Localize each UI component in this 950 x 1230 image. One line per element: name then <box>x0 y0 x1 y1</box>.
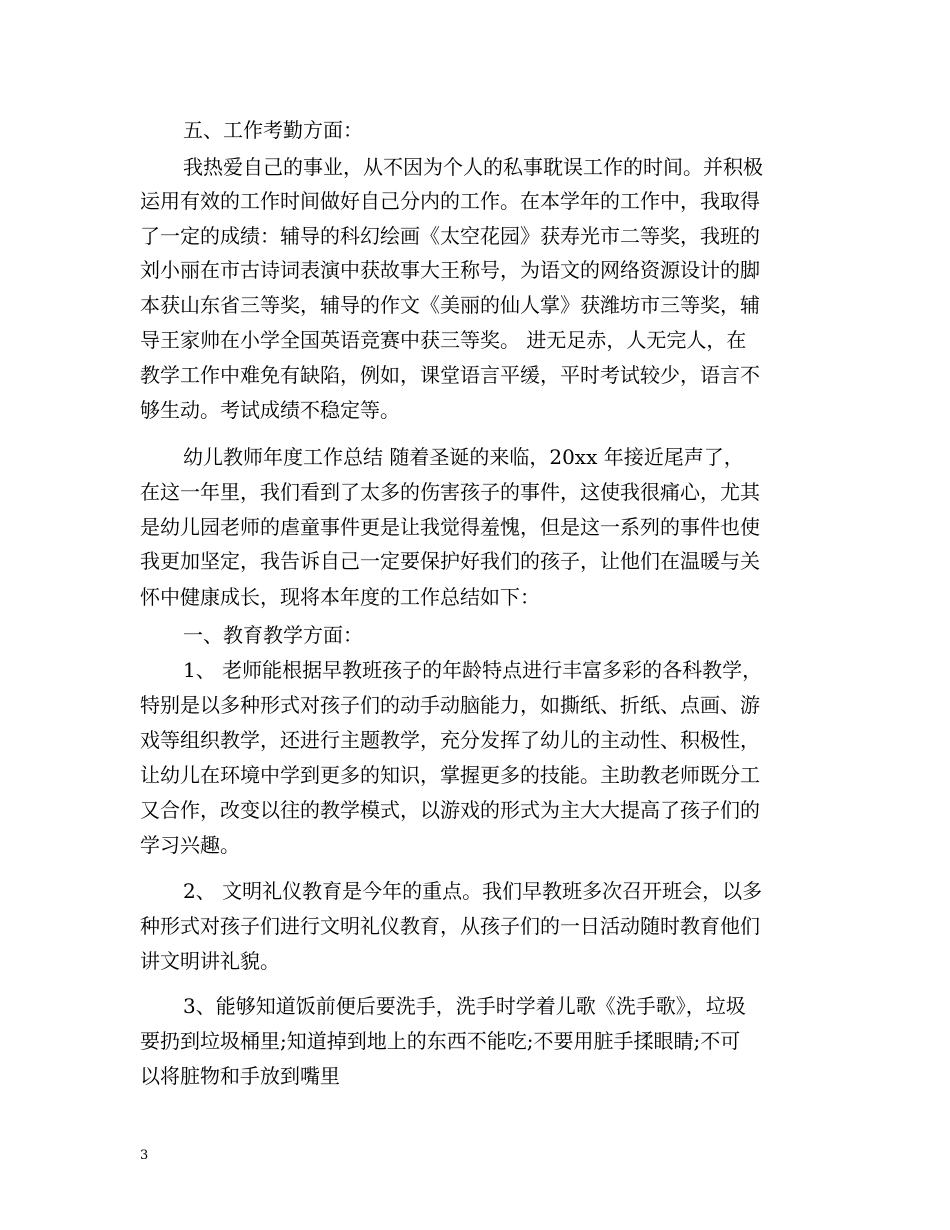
text-line: 学习兴趣。 <box>140 833 240 857</box>
text-line: 在这一年里，我们看到了太多的伤害孩子的事件，这使我很痛心，尤其 <box>140 480 760 504</box>
text-line: 够生动。考试成绩不稳定等。 <box>140 398 400 422</box>
text-line: 运用有效的工作时间做好自己分内的工作。在本学年的工作中，我取得 <box>140 189 760 213</box>
text-line: 特别是以多种形式对孩子们的动手动脑能力，如撕纸、折纸、点画、游 <box>140 693 760 717</box>
text-line: 我热爱自己的事业，从不因为个人的私事耽误工作的时间。并积极 <box>183 155 763 179</box>
text-line: 导王家帅在小学全国英语竞赛中获三等奖。 进无足赤，人无完人，在 <box>140 328 747 352</box>
text-line: 我更加坚定，我告诉自己一定要保护好我们的孩子，让他们在温暖与关 <box>140 549 760 573</box>
text-line: 种形式对孩子们进行文明礼仪教育，从孩子们的一日活动随时教育他们 <box>140 914 760 938</box>
text-line: 又合作，改变以往的教学模式，以游戏的形式为主大大提高了孩子们的 <box>140 798 760 822</box>
text-line: 要扔到垃圾桶里;知道掉到地上的东西不能吃;不要用脏手揉眼睛;不可 <box>140 1029 741 1053</box>
text-line: 怀中健康成长，现将本年度的工作总结如下： <box>140 585 540 609</box>
summary-title-line: 幼儿教师年度工作总结 随着圣诞的来临，20xx 年接近尾声了， <box>183 445 744 469</box>
text-line: 了一定的成绩：辅导的科幻绘画《太空花园》获寿光市二等奖，我班的 <box>140 224 760 248</box>
list-item-2-line: 2、 文明礼仪教育是今年的重点。我们早教班多次召开班会，以多 <box>183 879 763 903</box>
text-line: 讲文明讲礼貌。 <box>140 949 280 973</box>
text-line: 刘小丽在市古诗词表演中获故事大王称号，为语文的网络资源设计的脚 <box>140 258 760 282</box>
section-heading-teaching: 一、教育教学方面： <box>183 623 363 647</box>
section-heading-attendance: 五、工作考勤方面： <box>183 118 363 142</box>
list-item-3-line: 3、能够知道饭前便后要洗手，洗手时学着儿歌《洗手歌》，垃圾 <box>183 994 746 1018</box>
list-item-1-line: 1、 老师能根据早教班孩子的年龄特点进行丰富多彩的各科教学， <box>183 658 763 682</box>
text-line: 以将脏物和手放到嘴里 <box>140 1064 340 1088</box>
text-line: 本获山东省三等奖，辅导的作文《美丽的仙人掌》获潍坊市三等奖，辅 <box>140 293 760 317</box>
text-line: 让幼儿在环境中学到更多的知识，掌握更多的技能。主助教老师既分工 <box>140 763 760 787</box>
page-number: 3 <box>140 1148 149 1163</box>
text-line: 教学工作中难免有缺陷，例如，课堂语言平缓，平时考试较少，语言不 <box>140 363 760 387</box>
text-line: 是幼儿园老师的虐童事件更是让我觉得羞愧，但是这一系列的事件也使 <box>140 515 760 539</box>
text-line: 戏等组织教学，还进行主题教学，充分发挥了幼儿的主动性、积极性， <box>140 728 760 752</box>
